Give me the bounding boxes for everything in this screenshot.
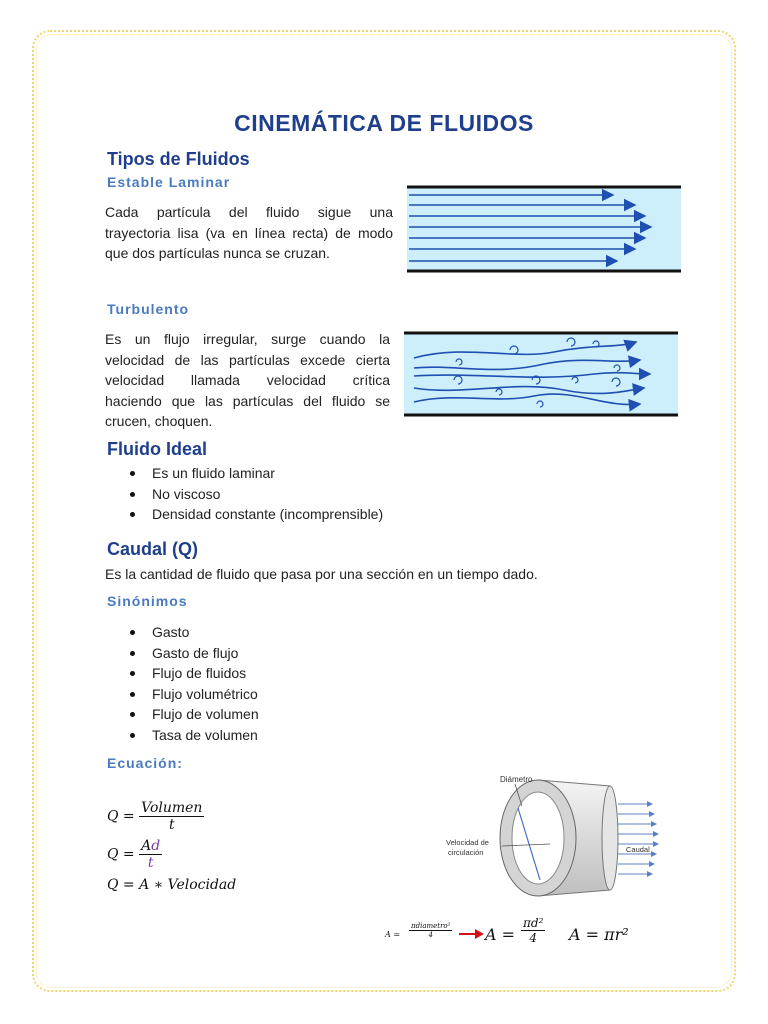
area-fraction-1	[409, 922, 452, 939]
list-item: Gasto	[125, 622, 259, 643]
equation-volumen	[107, 800, 204, 833]
eq-q: Q	[107, 846, 119, 863]
laminar-paragraph	[105, 202, 393, 264]
list-item: Gasto de flujo	[125, 643, 259, 664]
eq-equals: =	[118, 808, 140, 825]
ecuacion-heading: Ecuación:	[107, 755, 183, 771]
red-arrow-icon	[459, 928, 485, 940]
page-title: CINEMÁTICA DE FLUIDOS	[234, 110, 534, 136]
area-fraction-2	[521, 916, 545, 945]
pipe-end	[602, 786, 618, 890]
laminar-fluid	[407, 187, 681, 271]
turbulento-line-5: crucen, choquen.	[105, 413, 213, 429]
fraction-denominator: 4	[428, 931, 433, 939]
area-a3: A = πr²	[569, 925, 629, 944]
list-item: Es un fluido laminar	[125, 463, 383, 484]
fraction-denominator: t	[147, 855, 154, 871]
fraction-volumen	[139, 800, 204, 833]
turbulento-line-2: velocidad de las partículas excede cierta	[105, 351, 390, 368]
turbulento-paragraph	[105, 329, 390, 432]
velocidad-label: Velocidad de	[446, 838, 489, 847]
list-item: Densidad constante (incomprensible)	[125, 504, 383, 525]
turbulento-heading: Turbulento	[107, 301, 190, 317]
laminar-line-1: Cada partícula del fluido sigue una	[105, 204, 393, 220]
circulacion-label: circulación	[448, 848, 484, 857]
eq-d: d	[151, 838, 161, 854]
laminar-flow-diagram	[407, 183, 681, 275]
turbulento-line-4: haciendo que las partículas del fluido se	[105, 392, 390, 409]
ideal-heading: Fluido Ideal	[107, 439, 208, 459]
fraction-numerator: πd²	[523, 916, 544, 930]
sinonimos-list	[125, 622, 259, 745]
list-item: No viscoso	[125, 484, 383, 505]
tipos-heading: Tipos de Fluidos	[107, 149, 250, 169]
caudal-definition: Es la cantidad de fluido que pasa por una sección en un tiempo dado.	[105, 566, 538, 582]
list-item: Flujo de fluidos	[125, 663, 259, 684]
pipe-diagram	[440, 768, 670, 908]
pipe-mouth-inner	[512, 792, 564, 884]
turbulento-line-3: velocidad llamada velocidad crítica	[105, 372, 390, 388]
caudal-label: Caudal	[626, 845, 650, 854]
ideal-list	[125, 463, 383, 525]
fraction-ad	[139, 838, 162, 871]
fraction-denominator: t	[168, 817, 175, 833]
list-item: Tasa de volumen	[125, 725, 259, 746]
laminar-line-2: trayectoria lisa (va en línea recta) de modo	[105, 224, 393, 241]
fraction-numerator	[139, 838, 162, 855]
equation-velocidad: Q = A ∗ Velocidad	[107, 877, 237, 893]
area-a1: A =	[385, 930, 401, 939]
eq-equals: =	[118, 846, 140, 863]
area-a2: A =	[485, 925, 516, 944]
list-item: Flujo de volumen	[125, 704, 259, 725]
turbulent-flow-diagram	[404, 330, 678, 418]
diametro-label: Diámetro	[500, 775, 533, 784]
eq-q: Q	[107, 808, 119, 825]
fraction-denominator: 4	[529, 931, 538, 945]
area-formula	[385, 918, 645, 958]
caudal-heading: Caudal (Q)	[107, 539, 199, 559]
list-item: Flujo volumétrico	[125, 684, 259, 705]
fraction-numerator: πdiametro²	[411, 922, 451, 930]
fraction-numerator: Volumen	[141, 800, 203, 816]
eq-a: A	[141, 838, 152, 854]
turbulento-line-1: Es un flujo irregular, surge cuando la	[105, 331, 390, 347]
laminar-heading: Estable Laminar	[107, 174, 231, 190]
laminar-line-3: que dos partículas nunca se cruzan.	[105, 245, 330, 261]
outflow-arrows	[618, 804, 658, 874]
equation-ad	[107, 838, 162, 871]
sinonimos-heading: Sinónimos	[107, 593, 188, 609]
